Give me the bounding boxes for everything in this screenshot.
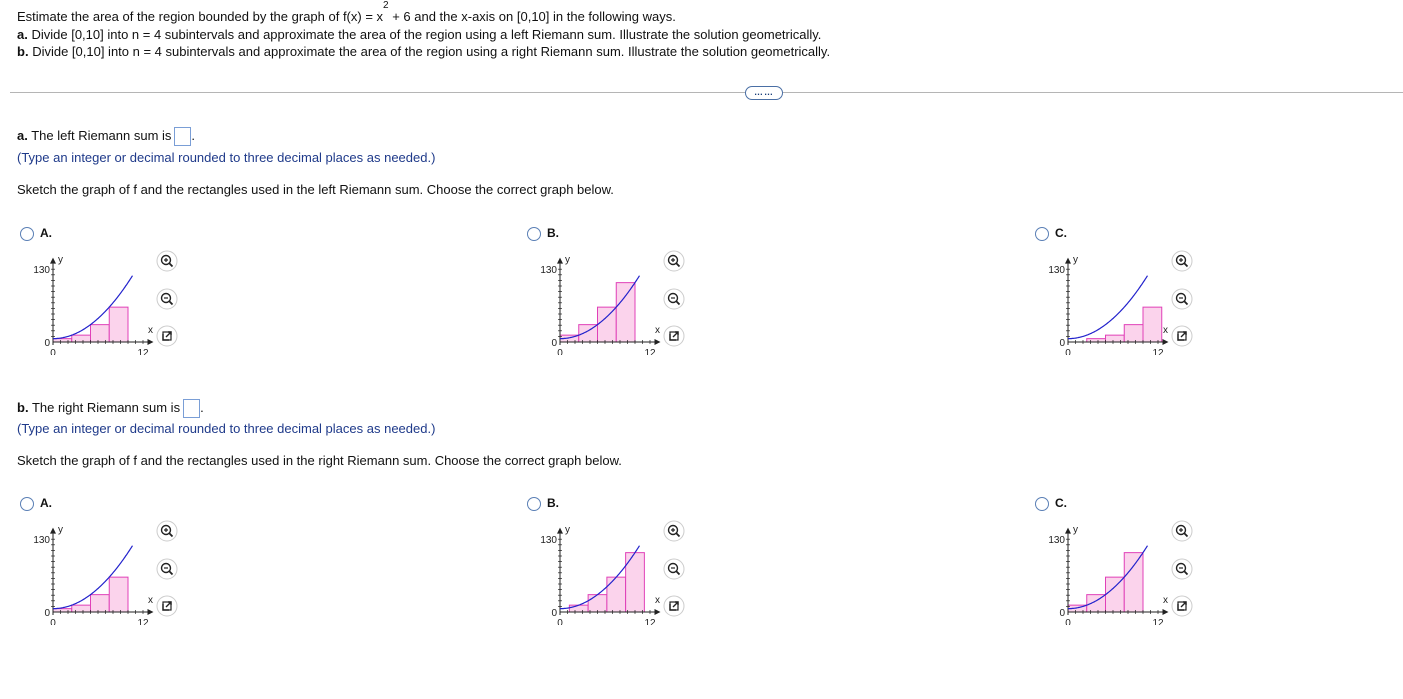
riemann-rect <box>607 577 626 612</box>
zoom-in-icon[interactable] <box>1171 520 1193 542</box>
popout-icon[interactable] <box>156 325 178 347</box>
y-axis-label: y <box>565 524 570 536</box>
option-a-B[interactable] <box>527 227 727 377</box>
zoom-out-icon[interactable] <box>1171 288 1193 310</box>
x-tick-label: 12 <box>137 348 149 355</box>
x-axis-arrow <box>1163 609 1169 615</box>
y-tick-label: 130 <box>1048 535 1065 547</box>
y-axis-label: y <box>58 254 63 266</box>
question-part-b: b. Divide [0,10] into n = 4 subintervals and approximate the area of the region using a right Riemann sum. Illustrate the solution geometrically. <box>17 44 831 59</box>
question-intro: Estimate the area of the region bounded by the graph of $f(x) = x^2 + 6$ and the x-axis on [0,10] in the following ways. <box>17 0 676 24</box>
y-tick-label: 130 <box>540 535 557 547</box>
riemann-graph <box>1030 515 1170 625</box>
zoom-out-icon[interactable] <box>663 558 685 580</box>
zoom-out-icon[interactable] <box>663 288 685 310</box>
x-tick-label: 12 <box>644 618 656 625</box>
popout-icon[interactable] <box>1171 595 1193 617</box>
riemann-rect <box>1106 335 1125 342</box>
option-label: A. <box>40 226 52 240</box>
x-tick-label: 0 <box>1065 348 1071 355</box>
riemann-graph <box>1030 245 1170 355</box>
x-axis-label: x <box>148 325 153 336</box>
x-axis-label: x <box>1163 595 1168 606</box>
y-tick-label: 0 <box>551 608 557 619</box>
riemann-rect <box>1087 339 1106 342</box>
option-b-A[interactable] <box>20 497 220 647</box>
option-radio[interactable] <box>20 497 34 511</box>
zoom-in-icon[interactable] <box>663 520 685 542</box>
y-tick-label: 0 <box>44 338 50 349</box>
zoom-out-icon[interactable] <box>1171 558 1193 580</box>
riemann-rect <box>1143 307 1162 342</box>
y-tick-label: 0 <box>44 608 50 619</box>
zoom-in-icon[interactable] <box>156 520 178 542</box>
question-part-a: a. Divide [0,10] into n = 4 subintervals and approximate the area of the region using a left Riemann sum. Illustrate the solution geometrically. <box>17 26 822 42</box>
option-label: C. <box>1055 226 1067 240</box>
x-tick-label: 12 <box>1152 348 1164 355</box>
y-axis-label: y <box>1073 254 1078 266</box>
right-graph-prompt: Sketch the graph of f and the rectangles used in the right Riemann sum. Choose the correct graph below. <box>17 453 622 468</box>
y-axis-arrow <box>1065 528 1071 534</box>
question-text <box>17 0 831 61</box>
x-axis-arrow <box>148 339 154 345</box>
left-sum-line: a. The left Riemann sum is . <box>17 127 195 146</box>
y-axis-arrow <box>50 258 56 264</box>
option-label: B. <box>547 226 559 240</box>
y-tick-label: 0 <box>551 338 557 349</box>
option-radio[interactable] <box>527 227 541 241</box>
popout-icon[interactable] <box>1171 325 1193 347</box>
riemann-rect <box>1106 577 1125 612</box>
riemann-graph <box>522 245 662 355</box>
x-axis-label: x <box>655 325 660 336</box>
x-axis-label: x <box>655 595 660 606</box>
x-axis-label: x <box>1163 325 1168 336</box>
left-sum-input[interactable] <box>174 127 191 146</box>
x-axis-arrow <box>655 609 661 615</box>
y-axis-label: y <box>565 254 570 266</box>
option-radio[interactable] <box>1035 227 1049 241</box>
riemann-rect <box>109 577 128 612</box>
y-tick-label: 0 <box>1059 338 1065 349</box>
x-tick-label: 12 <box>644 348 656 355</box>
zoom-in-icon[interactable] <box>663 250 685 272</box>
riemann-rect <box>569 605 588 612</box>
y-axis-arrow <box>557 258 563 264</box>
x-tick-label: 12 <box>137 618 149 625</box>
x-axis-arrow <box>1163 339 1169 345</box>
riemann-rect <box>616 283 635 342</box>
y-tick-label: 0 <box>1059 608 1065 619</box>
right-sum-hint: (Type an integer or decimal rounded to three decimal places as needed.) <box>17 421 436 436</box>
riemann-rect <box>72 605 91 612</box>
riemann-rect <box>72 335 91 342</box>
riemann-rect <box>598 307 617 342</box>
popout-icon[interactable] <box>156 595 178 617</box>
option-radio[interactable] <box>20 227 34 241</box>
left-sum-hint: (Type an integer or decimal rounded to three decimal places as needed.) <box>17 150 436 165</box>
x-tick-label: 12 <box>1152 618 1164 625</box>
right-sum-input[interactable] <box>183 399 200 418</box>
option-radio[interactable] <box>527 497 541 511</box>
option-label: B. <box>547 496 559 510</box>
riemann-graph <box>522 515 662 625</box>
zoom-out-icon[interactable] <box>156 558 178 580</box>
riemann-rect <box>91 325 110 342</box>
y-axis-label: y <box>1073 524 1078 536</box>
zoom-out-icon[interactable] <box>156 288 178 310</box>
y-tick-label: 130 <box>1048 265 1065 277</box>
y-tick-label: 130 <box>33 265 50 277</box>
x-tick-label: 0 <box>50 618 56 625</box>
zoom-in-icon[interactable] <box>156 250 178 272</box>
expand-more-button[interactable]: …… <box>745 86 783 100</box>
left-graph-prompt: Sketch the graph of f and the rectangles used in the left Riemann sum. Choose the correct graph below. <box>17 182 614 197</box>
popout-icon[interactable] <box>663 595 685 617</box>
y-tick-label: 130 <box>33 535 50 547</box>
zoom-in-icon[interactable] <box>1171 250 1193 272</box>
x-tick-label: 0 <box>1065 618 1071 625</box>
option-a-A[interactable] <box>20 227 220 377</box>
x-axis-label: x <box>148 595 153 606</box>
option-radio[interactable] <box>1035 497 1049 511</box>
x-tick-label: 0 <box>557 348 563 355</box>
y-axis-arrow <box>50 528 56 534</box>
y-axis-arrow <box>557 528 563 534</box>
option-label: C. <box>1055 496 1067 510</box>
x-tick-label: 0 <box>557 618 563 625</box>
x-axis-arrow <box>655 339 661 345</box>
y-tick-label: 130 <box>540 265 557 277</box>
option-label: A. <box>40 496 52 510</box>
option-b-B[interactable] <box>527 497 727 647</box>
x-axis-arrow <box>148 609 154 615</box>
riemann-rect <box>109 307 128 342</box>
riemann-rect <box>91 595 110 612</box>
y-axis-arrow <box>1065 258 1071 264</box>
option-a-C[interactable] <box>1035 227 1235 377</box>
option-b-C[interactable] <box>1035 497 1235 647</box>
popout-icon[interactable] <box>663 325 685 347</box>
x-tick-label: 0 <box>50 348 56 355</box>
right-sum-line: b. The right Riemann sum is . <box>17 399 204 418</box>
riemann-rect <box>1124 553 1143 612</box>
riemann-graph <box>15 515 155 625</box>
y-axis-label: y <box>58 524 63 536</box>
riemann-rect <box>588 595 607 612</box>
riemann-graph <box>15 245 155 355</box>
divider <box>10 92 1403 93</box>
riemann-rect <box>1124 325 1143 342</box>
